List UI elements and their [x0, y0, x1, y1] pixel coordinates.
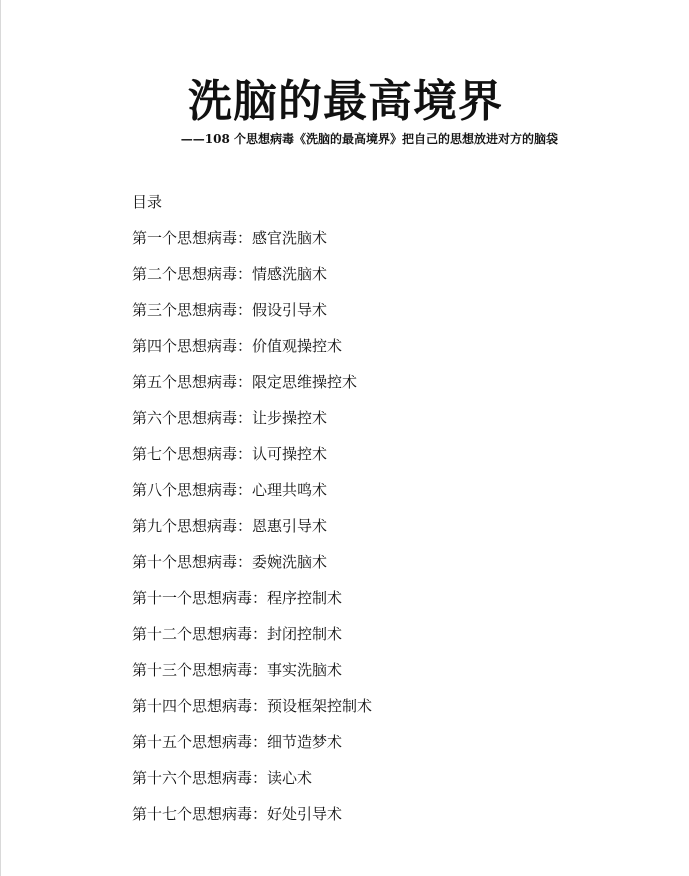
toc-item: 第九个思想病毒：恩惠引导术	[132, 517, 328, 535]
toc-item: 第六个思想病毒：让步操控术	[132, 409, 328, 427]
toc-list	[132, 228, 372, 840]
toc-item: 第十六个思想病毒：读心术	[132, 769, 313, 787]
toc-item: 第四个思想病毒：价值观操控术	[132, 337, 343, 355]
toc-item: 第五个思想病毒：限定思维操控术	[132, 373, 358, 391]
toc-item: 第八个思想病毒：心理共鸣术	[132, 481, 328, 499]
toc-item: 第十五个思想病毒：细节造梦术	[132, 733, 343, 751]
toc-item: 第十三个思想病毒：事实洗脑术	[132, 661, 343, 679]
toc-item: 第二个思想病毒：情感洗脑术	[132, 265, 328, 283]
toc-item: 第十四个思想病毒：预设框架控制术	[132, 697, 373, 715]
toc-item: 第十二个思想病毒：封闭控制术	[132, 625, 343, 643]
toc-item: 第七个思想病毒：认可操控术	[132, 445, 328, 463]
toc-item: 第十一个思想病毒：程序控制术	[132, 589, 343, 607]
document-subtitle: ——108 个思想病毒《洗脑的最高境界》把自己的思想放进对方的脑袋	[180, 132, 558, 146]
toc-heading: 目录	[132, 193, 163, 211]
toc-item: 第十七个思想病毒：好处引导术	[132, 805, 343, 823]
document-title: 洗脑的最高境界	[188, 76, 503, 127]
toc-item: 第十个思想病毒：委婉洗脑术	[132, 553, 328, 571]
toc-item: 第一个思想病毒：感官洗脑术	[132, 229, 328, 247]
toc-item: 第三个思想病毒：假设引导术	[132, 301, 328, 319]
